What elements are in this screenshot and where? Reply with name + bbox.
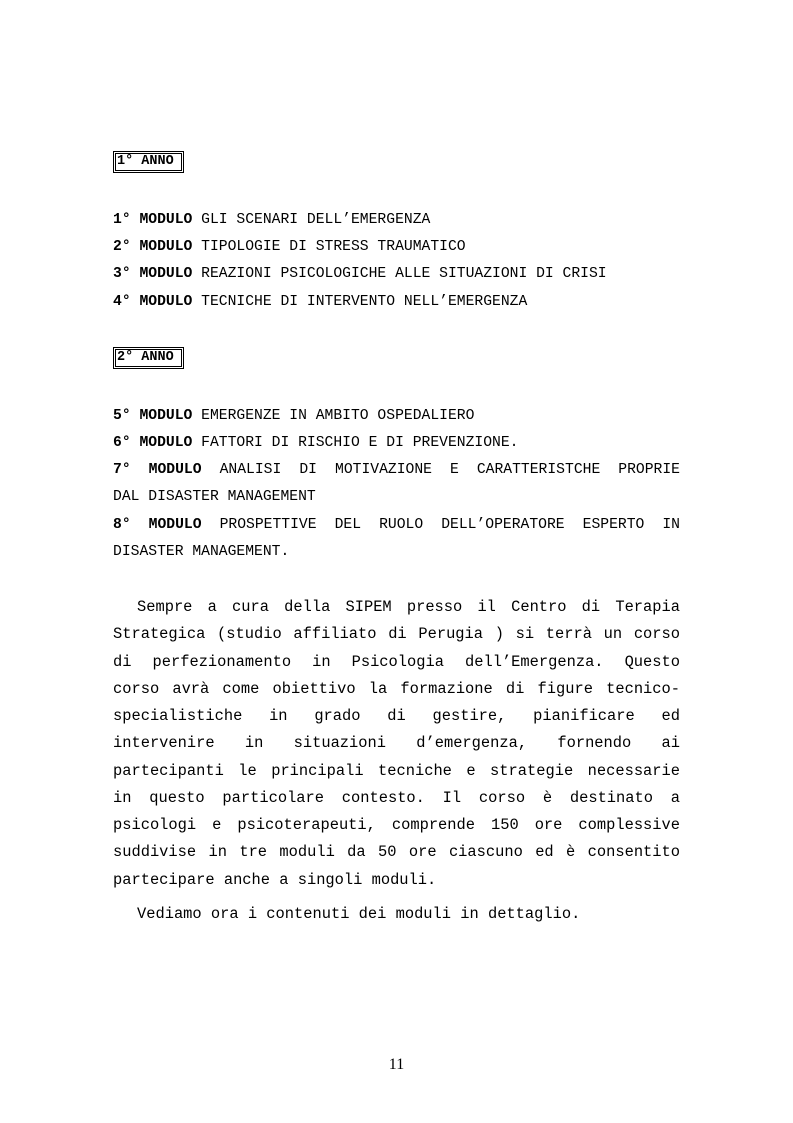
module-8-number: 8° MODULO (113, 517, 202, 533)
module-7-title: ANALISI DI MOTIVAZIONE E CARATTERISTCHE PROPRIE (219, 462, 680, 478)
paragraph-line: specialistiche in grado di gestire, pianificare ed (113, 707, 680, 725)
module-7-continuation: DAL DISASTER MANAGEMENT (113, 489, 316, 506)
course-description-paragraph (113, 594, 680, 894)
module-7-block (113, 457, 680, 512)
module-3-line (113, 265, 680, 283)
module-8-line (113, 512, 680, 539)
year-1-heading (113, 151, 184, 173)
module-1-line (113, 211, 680, 229)
module-2-number: 2° MODULO (113, 239, 193, 255)
year-2-title: 2° ANNO (117, 350, 174, 365)
closing-paragraph (113, 901, 680, 928)
paragraph-line: Strategica (studio affiliato di Perugia ) si terrà un corso (113, 625, 680, 644)
year-2-heading (113, 347, 184, 369)
module-5-line (113, 407, 680, 425)
module-4-line (113, 293, 680, 311)
paragraph-line: in questo particolare contesto. Il corso è destinato a (113, 788, 680, 807)
module-1-number: 1° MODULO (113, 212, 193, 228)
closing-line: Vediamo ora i contenuti dei moduli in dettaglio. (137, 905, 581, 923)
module-2-line (113, 238, 680, 256)
module-3-number: 3° MODULO (113, 266, 193, 282)
module-5-number: 5° MODULO (113, 408, 193, 424)
year-1-title: 1° ANNO (117, 154, 174, 169)
page-number: 11 (388, 1056, 405, 1073)
module-8-continuation: DISASTER MANAGEMENT. (113, 544, 290, 561)
module-4-number: 4° MODULO (113, 294, 193, 310)
module-6-number: 6° MODULO (113, 435, 193, 451)
module-7-number: 7° MODULO (113, 462, 202, 478)
module-2-title: TIPOLOGIE DI STRESS TRAUMATICO (201, 239, 466, 255)
paragraph-line: di perfezionamento in Psicologia dell’Emergenza. Questo (113, 652, 680, 671)
module-6-line (113, 434, 680, 452)
paragraph-line: partecipanti le principali tecniche e strategie necessarie (113, 761, 680, 780)
paragraph-line: intervenire in situazioni d’emergenza, fornendo ai (113, 734, 680, 753)
paragraph-line: Sempre a cura della SIPEM presso il Centro di Terapia (137, 598, 680, 616)
paragraph-line: psicologi e psicoterapeuti, comprende 150 ore complessive (113, 816, 680, 834)
module-3-title: REAZIONI PSICOLOGICHE ALLE SITUAZIONI DI CRISI (201, 266, 607, 282)
module-8-block (113, 512, 680, 567)
module-6-title: FATTORI DI RISCHIO E DI PREVENZIONE. (201, 435, 519, 451)
module-7-line (113, 457, 680, 484)
module-4-title: TECNICHE DI INTERVENTO NELL’EMERGENZA (201, 294, 528, 310)
paragraph-line: suddivise in tre moduli da 50 ore ciascuno ed è consentito (113, 843, 680, 862)
module-8-title: PROSPETTIVE DEL RUOLO DELL’OPERATORE ESPERTO IN (219, 517, 680, 533)
module-1-title: GLI SCENARI DELL’EMERGENZA (201, 212, 431, 228)
module-5-title: EMERGENZE IN AMBITO OSPEDALIERO (201, 408, 475, 424)
paragraph-line: corso avrà come obiettivo la formazione di figure tecnico- (113, 679, 680, 698)
paragraph-line: partecipare anche a singoli moduli. (113, 870, 437, 889)
